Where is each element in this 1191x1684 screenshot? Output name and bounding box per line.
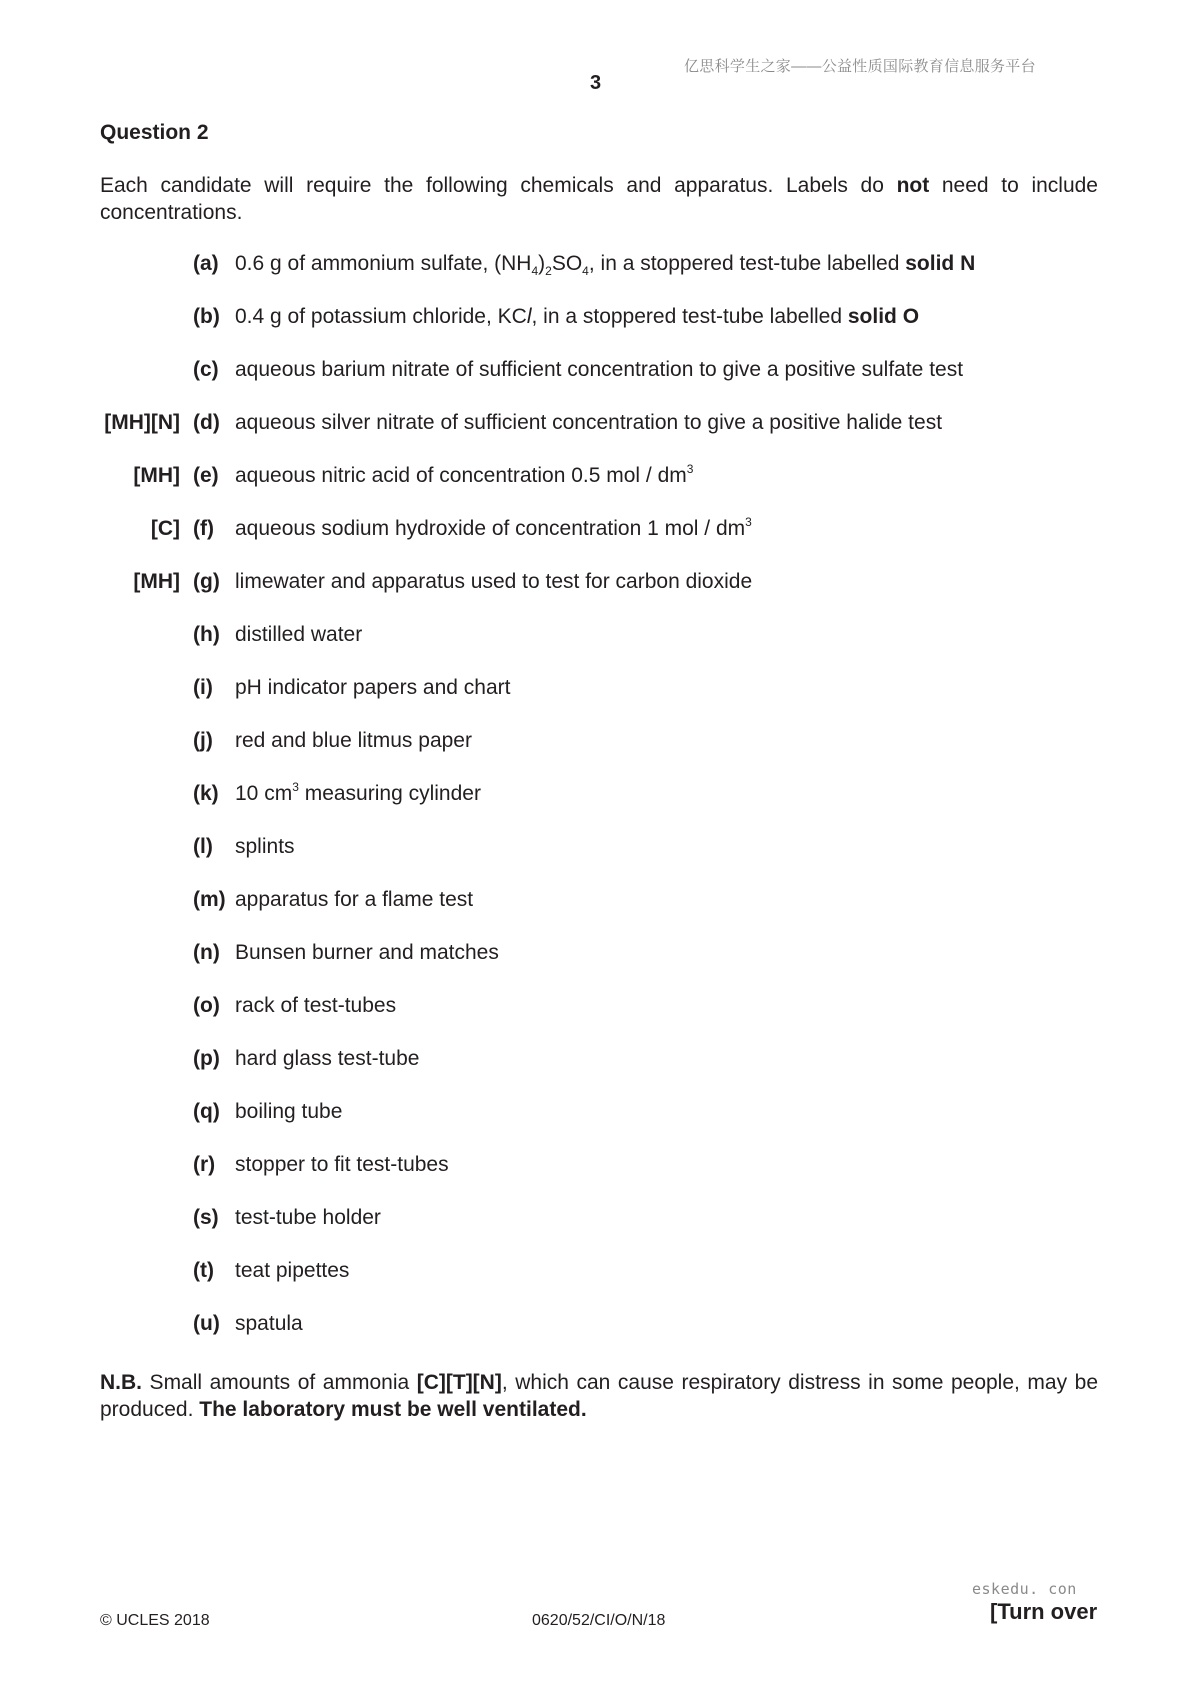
item-label: (c) xyxy=(193,358,219,381)
item-text: aqueous barium nitrate of sufficient concentration to give a positive sulfate test xyxy=(235,358,964,381)
item-text: boiling tube xyxy=(235,1100,343,1123)
item-text: rack of test-tubes xyxy=(235,994,397,1017)
item-text: stopper to fit test-tubes xyxy=(235,1153,449,1176)
item-text: aqueous silver nitrate of sufficient concentration to give a positive halide test xyxy=(235,411,943,434)
item-label: (i) xyxy=(193,676,213,699)
item-label: (d) xyxy=(193,411,220,434)
item-text: apparatus for a flame test xyxy=(235,888,474,911)
item-label: (f) xyxy=(193,517,214,540)
item-text: 10 $cm^3$ measuring cylinder xyxy=(235,780,481,805)
item-label: (g) xyxy=(193,570,220,593)
item-label: (m) xyxy=(193,888,226,911)
item-label: (u) xyxy=(193,1312,220,1335)
item-label: (n) xyxy=(193,941,220,964)
item-text: limewater and apparatus used to test for carbon dioxide xyxy=(235,570,753,593)
item-text: splints xyxy=(235,835,295,858)
paper-code: 0620/52/CI/O/N/18 xyxy=(532,1612,666,1629)
item-text: aqueous nitric acid of concentration 0.5 mol / $dm^3$ xyxy=(235,462,694,487)
item-text: 0.4 g of potassium chloride, KCl, in a stoppered test-tube labelled solid O xyxy=(235,305,920,328)
item-label: (p) xyxy=(193,1047,220,1070)
page-number: 3 xyxy=(589,72,602,94)
item-label: (e) xyxy=(193,464,219,487)
list-item xyxy=(0,461,1191,491)
item-label: (o) xyxy=(193,994,220,1017)
hazard-tag: [C] xyxy=(150,517,180,540)
hazard-tag: [MH] xyxy=(133,464,180,487)
item-text: distilled water xyxy=(235,623,363,646)
watermark-bottom: eskedu. con xyxy=(972,1580,1077,1598)
item-label: (h) xyxy=(193,623,220,646)
item-label: (b) xyxy=(193,305,220,328)
item-label: (r) xyxy=(193,1153,216,1176)
turn-over: [Turn over xyxy=(990,1599,1098,1624)
item-label: (k) xyxy=(193,782,219,805)
item-text: Bunsen burner and matches xyxy=(235,941,499,964)
item-text: test-tube holder xyxy=(235,1206,381,1229)
item-label: (j) xyxy=(193,729,213,752)
item-text: hard glass test-tube xyxy=(235,1047,420,1070)
item-text: spatula xyxy=(235,1312,303,1335)
item-text: red and blue litmus paper xyxy=(235,729,472,752)
item-label: (l) xyxy=(193,835,213,858)
hazard-tag: [MH] xyxy=(133,570,180,593)
list-item xyxy=(0,567,1191,597)
item-label: (a) xyxy=(193,252,219,275)
safety-note: N.B. Small amounts of ammonia [C][T][N], which can cause respiratory distress in some people, may be produced. The laboratory must be well ventilated. xyxy=(100,1371,1098,1421)
item-label: (t) xyxy=(193,1259,214,1282)
watermark-top: 亿思科学生之家——公益性质国际教育信息服务平台 xyxy=(684,58,1036,75)
list-item xyxy=(0,408,1191,438)
item-text: 0.6 g of ammonium sulfate, $(NH_4)_2SO_4$, in a stoppered test-tube labelled solid N xyxy=(235,252,976,278)
hazard-tag: [MH][N] xyxy=(104,411,180,434)
list-item xyxy=(0,514,1191,544)
item-text: teat pipettes xyxy=(235,1259,350,1282)
item-label: (q) xyxy=(193,1100,220,1123)
copyright: © UCLES 2018 xyxy=(100,1612,210,1629)
item-text: pH indicator papers and chart xyxy=(235,676,511,699)
item-label: (s) xyxy=(193,1206,219,1229)
intro-paragraph: Each candidate will require the following chemicals and apparatus. Labels do not need to include concentrations. xyxy=(100,174,1098,224)
item-text: aqueous sodium hydroxide of concentration 1 mol / $dm^3$ xyxy=(235,515,752,540)
question-title: Question 2 xyxy=(100,121,209,144)
